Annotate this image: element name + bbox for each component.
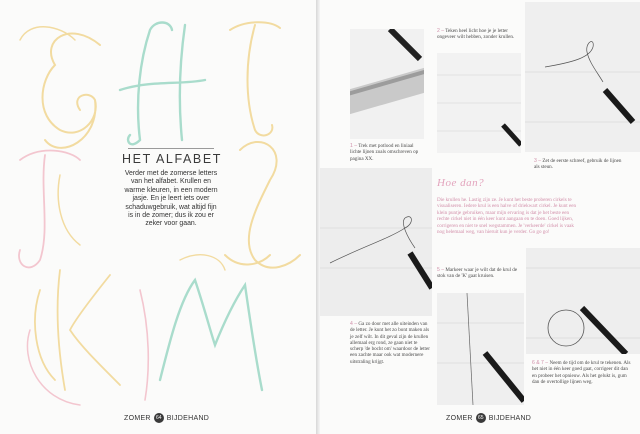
step-label-5: 5 – xyxy=(437,267,445,273)
step-photo-3 xyxy=(525,2,640,152)
intro-text xyxy=(122,170,220,229)
footer-magazine-right: BIJDEHAND xyxy=(166,414,210,422)
sidebar-paragraph: Die krullen he. Lastig zijn ze. Je kunt het beste proberen cirkels te visualiseren. Iedere krul is een halve of driekwart cirkel. Je kunt een klein puntje gebruiken, maar mijn ervaring is dat je het beste een rechte cirkel niet in één keer kunt aangaan en te doen. Goed lijken, corrigeren en niet te snel wegstammen. Je 'verkeerde' cirkel is vaak nog helemaal weg, van hieruit kun je verder. Go go go! xyxy=(437,197,577,236)
step-label-1: 1 – xyxy=(350,143,358,149)
letter-g-decoration xyxy=(43,34,101,148)
step-photo-1 xyxy=(350,29,424,139)
step-text-3: Zet de eerste schreef, gebruik de lijnen als steun. xyxy=(534,158,622,171)
step-label-2: 2 – xyxy=(437,28,445,34)
step-label-4: 4 – xyxy=(350,321,358,327)
caption-step-1 xyxy=(350,143,422,162)
step-text-5: Markeer waar je wilt dat de krul de stok van de 'K' gaat kruisen. xyxy=(437,267,518,280)
caption-step-5 xyxy=(437,267,519,280)
caption-step-3 xyxy=(534,158,624,171)
caption-step-2 xyxy=(437,28,517,41)
step-photo-4 xyxy=(320,168,432,316)
title-block xyxy=(122,146,223,169)
left-footer xyxy=(124,413,209,423)
step-text-4: Ga zo door met alle uiteinden van de letter. Je kunt het zo bont maken als je zelf wilt. In dit geval zijn de krullen allemaal erg rond, ze gaan niet te scherp 'de bocht om' waardoor de letter een zachte maar ook wat modernere uitstraling krijgt. xyxy=(350,321,430,365)
step-photo-5 xyxy=(437,293,524,405)
sidebar-text xyxy=(437,197,577,235)
caption-step-4 xyxy=(350,321,430,365)
footer-magazine-left: ZOMER xyxy=(124,414,151,422)
footer-magazine-left: ZOMER xyxy=(446,414,473,422)
step-text-1: Trek met potlood en liniaal lichte lijnen zoals omschreven op pagina XX. xyxy=(350,143,419,162)
step-photo-6 xyxy=(526,248,640,354)
title-rule-top xyxy=(128,148,214,149)
step-label-3: 3 – xyxy=(534,158,542,164)
footer-magazine-right: BIJDEHAND xyxy=(488,414,532,422)
page-number-left: 64 xyxy=(154,413,164,423)
letter-h-decoration xyxy=(120,23,205,145)
letter-m-decoration xyxy=(160,280,262,390)
letter-i-decoration xyxy=(230,22,280,135)
step-text-6: Neem de tijd om de krul te tekenen. Als het niet in één keer goed gaat, corrigeer dit dan en probeer het opnieuw. Als het gelukt is, gum dan de overtollige lijnen weg. xyxy=(532,360,631,385)
page-number-right: 65 xyxy=(476,413,486,423)
left-page xyxy=(0,0,318,434)
step-label-6: 6 & 7 – xyxy=(532,360,549,366)
letter-j-decoration xyxy=(19,151,80,268)
step-photo-2 xyxy=(437,53,521,153)
step-text-2: Teken heel licht hoe je je letter ongeveer wilt hebben, zonder krullen. xyxy=(437,28,515,41)
sidebar-title: Hoe dan? xyxy=(437,177,485,189)
page-title: HET ALFABET xyxy=(122,152,223,166)
letter-l-decoration xyxy=(225,142,300,268)
right-footer xyxy=(446,413,531,423)
right-page xyxy=(320,0,640,434)
caption-step-6 xyxy=(532,360,632,385)
intro-paragraph: Verder met de zomerse letters van het alfabet. Krullen en warme kleuren, in een modern jasje. En je leert iets over schaduwgebruik, wat altijd fijn is in de zomer; dus ik zou er zeker voor gaan. xyxy=(124,170,218,228)
letter-k-decoration xyxy=(35,270,120,390)
